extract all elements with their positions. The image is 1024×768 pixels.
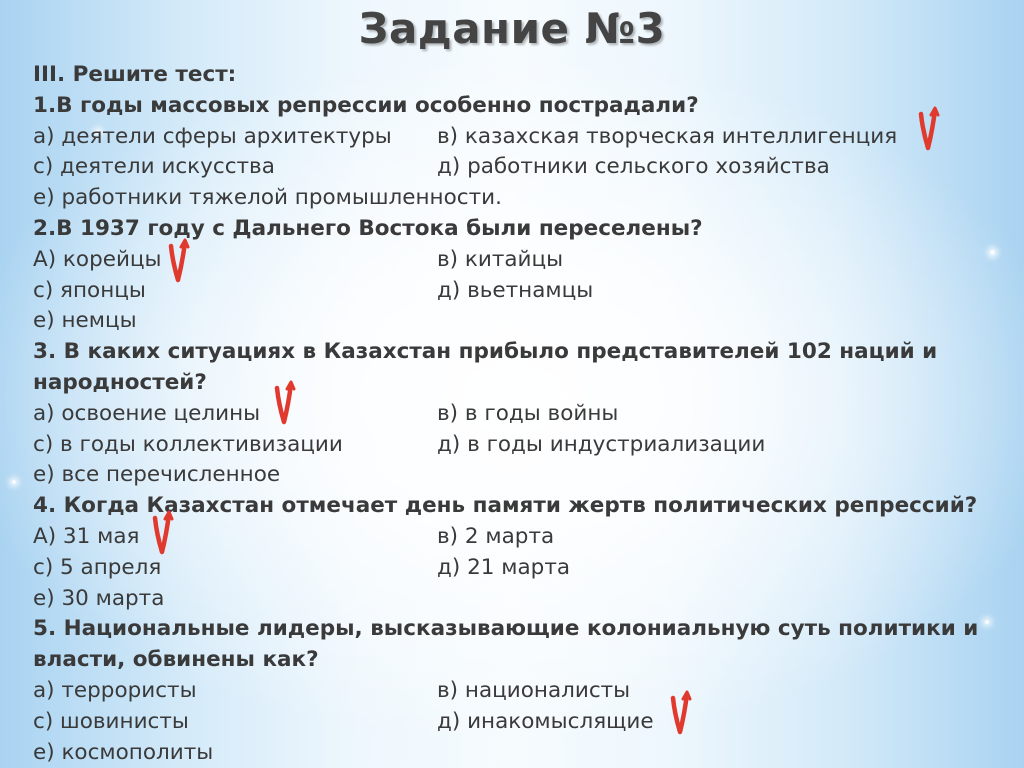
answer-option: в) 2 марта <box>437 523 555 549</box>
answer-option: А) корейцы <box>33 246 162 272</box>
answer-option: д) 21 марта <box>437 554 571 580</box>
sparkle-decoration <box>12 480 16 484</box>
answer-option: с) 5 апреля <box>33 554 162 580</box>
question-5-text-cont: власти, обвинены как? <box>33 647 319 673</box>
answer-option: е) немцы <box>33 308 137 334</box>
red-check-mark-icon <box>918 106 940 152</box>
answer-option: д) вьетнамцы <box>437 277 594 303</box>
answer-row <box>33 430 1003 461</box>
red-check-mark-icon <box>168 238 190 284</box>
answer-option: с) японцы <box>33 277 146 303</box>
answer-option: с) шовинисты <box>33 708 189 734</box>
answer-row <box>33 122 1003 153</box>
question-1-text: 1.В годы массовых репрессии особенно пострадали? <box>33 92 699 118</box>
answer-option: в) националисты <box>437 677 631 703</box>
answer-option: е) космополиты <box>33 739 214 765</box>
answer-row <box>33 707 1003 738</box>
answer-option: д) инакомыслящие <box>437 708 654 734</box>
answer-row <box>33 584 1003 615</box>
question-4-text: 4. Когда Казахстан отмечает день памяти жертв политических репрессий? <box>33 493 978 519</box>
red-check-mark-icon <box>274 380 296 426</box>
answer-option: е) работники тяжелой промышленности. <box>33 185 502 211</box>
answer-row <box>33 183 1003 214</box>
answer-option: е) все перечисленное <box>33 462 281 488</box>
red-check-mark-icon <box>670 690 692 736</box>
answer-option: а) террористы <box>33 677 197 703</box>
answer-row <box>33 738 1003 768</box>
answer-option: д) в годы индустриализации <box>437 431 766 457</box>
slide-title: Задание №3 <box>358 4 666 53</box>
test-content <box>33 60 1003 768</box>
answer-row <box>33 152 1003 183</box>
question-2-text: 2.В 1937 году с Дальнего Востока были переселены? <box>33 215 703 241</box>
answer-option: в) казахская творческая интеллигенция <box>437 123 898 149</box>
red-check-mark-icon <box>152 510 174 556</box>
question-5-text: 5. Национальные лидеры, высказывающие колониальную суть политики и <box>33 616 979 642</box>
answer-option: е) 30 марта <box>33 585 165 611</box>
answer-option: с) в годы коллективизации <box>33 431 343 457</box>
answer-option: д) работники сельского хозяйства <box>437 154 830 180</box>
answer-option: А) 31 мая <box>33 523 140 549</box>
answer-row <box>33 306 1003 337</box>
answer-row <box>33 553 1003 584</box>
answer-row <box>33 460 1003 491</box>
question-3-text-cont: народностей? <box>33 369 207 395</box>
answer-option: а) освоение целины <box>33 400 261 426</box>
test-intro: III. Решите тест: <box>33 62 237 87</box>
answer-option: а) деятели сферы архитектуры <box>33 123 392 149</box>
answer-option: в) китайцы <box>437 246 564 272</box>
question-3-text: 3. В каких ситуациях в Казахстан прибыло представителей 102 наций и <box>33 339 938 365</box>
answer-row <box>33 522 1003 553</box>
answer-row <box>33 399 1003 430</box>
answer-option: с) деятели искусства <box>33 154 275 180</box>
answer-option: в) в годы войны <box>437 400 619 426</box>
answer-row <box>33 676 1003 707</box>
